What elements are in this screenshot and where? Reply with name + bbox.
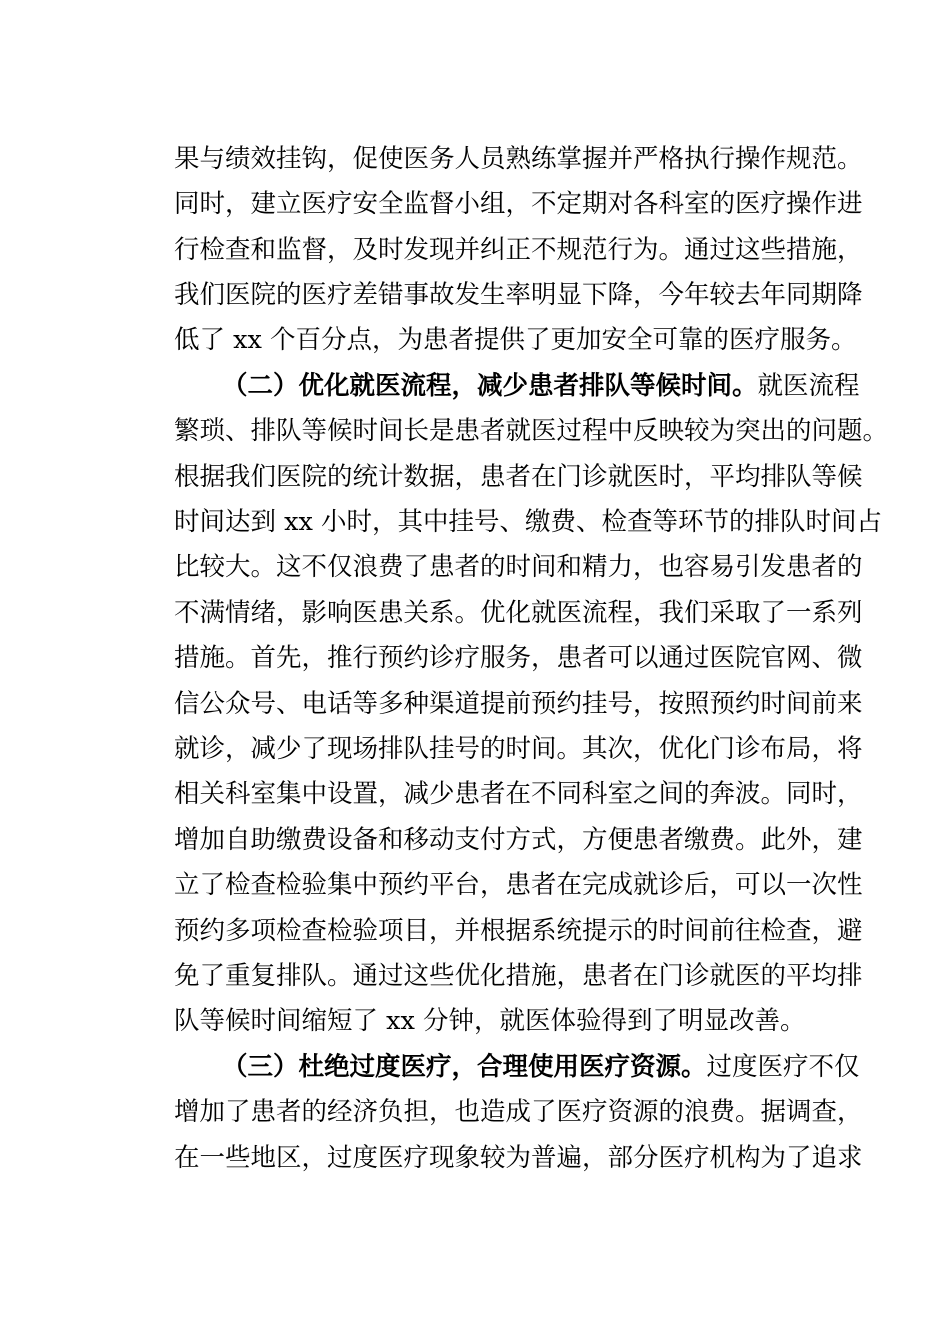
paragraph-line: 低了 xx 个百分点，为患者提供了更加安全可靠的医疗服务。 — [174, 325, 857, 355]
paragraph-line: 时间达到 xx 小时，其中挂号、缴费、检查等环节的排队时间占 — [174, 507, 882, 537]
section-heading-line — [0, 364, 950, 408]
paragraph-line: 立了检查检验集中预约平台，患者在完成就诊后，可以一次性 — [174, 870, 863, 900]
paragraph-line: 信公众号、电话等多种渠道提前预约挂号，按照预约时间前来 — [174, 689, 863, 719]
paragraph-line: 队等候时间缩短了 xx 分钟，就医体验得到了明显改善。 — [174, 1006, 806, 1036]
paragraph-line: 相关科室集中设置，减少患者在不同科室之间的奔波。同时， — [174, 779, 863, 809]
paragraph-line: 繁琐、排队等候时间长是患者就医过程中反映较为突出的问题。 — [174, 416, 889, 446]
paragraph-line: 行检查和监督，及时发现并纠正不规范行为。通过这些措施， — [174, 235, 863, 265]
paragraph-line: 免了重复排队。通过这些优化措施，患者在门诊就医的平均排 — [174, 961, 863, 991]
section-heading-line — [0, 1045, 950, 1089]
paragraph-line: 我们医院的医疗差错事故发生率明显下降，今年较去年同期降 — [174, 280, 863, 310]
paragraph-line: 比较大。这不仅浪费了患者的时间和精力，也容易引发患者的 — [174, 552, 863, 582]
paragraph-line: 预约多项检查检验项目，并根据系统提示的时间前往检查，避 — [174, 916, 863, 946]
paragraph-line: 果与绩效挂钩，促使医务人员熟练掌握并严格执行操作规范。 — [174, 144, 863, 174]
paragraph-line: 就诊，减少了现场排队挂号的时间。其次，优化门诊布局，将 — [174, 734, 863, 764]
paragraph-text: 就医流程 — [757, 371, 860, 401]
paragraph-line: 根据我们医院的统计数据，患者在门诊就医时，平均排队等候 — [174, 462, 863, 492]
paragraph-line: 增加自助缴费设备和移动支付方式，方便患者缴费。此外，建 — [174, 825, 863, 855]
paragraph-text: 过度医疗不仅 — [706, 1052, 860, 1082]
paragraph-line: 不满情绪，影响医患关系。优化就医流程，我们采取了一系列 — [174, 598, 863, 628]
section-heading: （三）杜绝过度医疗，合理使用医疗资源。 — [222, 1052, 707, 1082]
paragraph-line: 同时，建立医疗安全监督小组，不定期对各科室的医疗操作进 — [174, 189, 863, 219]
section-heading: （二）优化就医流程，减少患者排队等候时间。 — [222, 371, 758, 401]
paragraph-line: 在一些地区，过度医疗现象较为普遍，部分医疗机构为了追求 — [174, 1143, 863, 1173]
paragraph-line: 措施。首先，推行预约诊疗服务，患者可以通过医院官网、微 — [174, 643, 863, 673]
paragraph-line: 增加了患者的经济负担，也造成了医疗资源的浪费。据调查， — [174, 1097, 863, 1127]
